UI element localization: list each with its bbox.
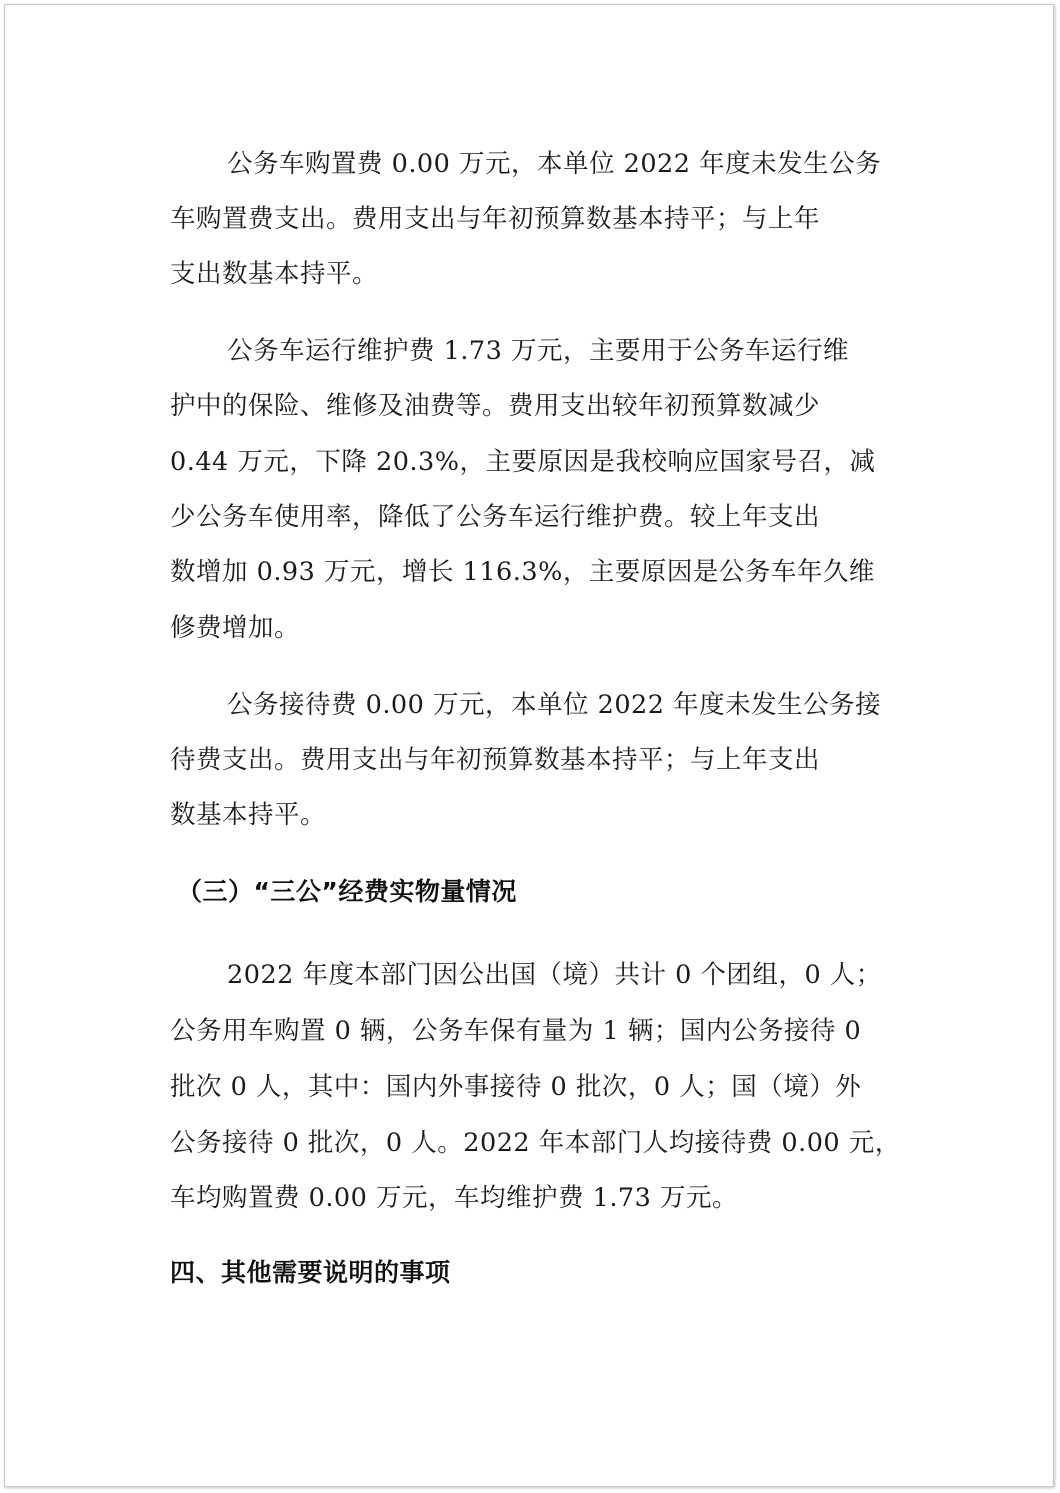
paragraph-line: 待费支出。费用支出与年初预算数基本持平；与上年支出 xyxy=(170,745,821,775)
section-heading: 四、其他需要说明的事项 xyxy=(170,1258,451,1287)
paragraph-line: 2022 年度本部门因公出国（境）共计 0 个团组，0 人； xyxy=(227,960,882,990)
paragraph-line: 公务车购置费 0.00 万元，本单位 2022 年度未发生公务 xyxy=(227,149,882,179)
paragraph-line: 少公务车使用率，降低了公务车运行维护费。较上年支出 xyxy=(170,502,821,532)
paragraph-line: 公务接待费 0.00 万元，本单位 2022 年度未发生公务接 xyxy=(227,690,882,720)
paragraph-line: 数增加 0.93 万元，增长 116.3%，主要原因是公务车年久维 xyxy=(170,557,875,587)
section-subheading: （三）“三公”经费实物量情况 xyxy=(177,877,517,906)
paragraph-line: 修费增加。 xyxy=(170,613,301,643)
paragraph-line: 车购置费支出。费用支出与年初预算数基本持平；与上年 xyxy=(170,204,821,234)
paragraph-line: 公务车运行维护费 1.73 万元，主要用于公务车运行维 xyxy=(227,336,849,366)
paragraph-line: 支出数基本持平。 xyxy=(170,259,379,289)
paragraph-line: 车均购置费 0.00 万元，车均维护费 1.73 万元。 xyxy=(170,1183,738,1213)
paragraph-line: 批次 0 人，其中：国内外事接待 0 批次，0 人；国（境）外 xyxy=(170,1072,862,1102)
paragraph-line: 公务用车购置 0 辆，公务车保有量为 1 辆；国内公务接待 0 xyxy=(170,1016,862,1046)
paragraph-line: 数基本持平。 xyxy=(170,800,327,830)
paragraph-line: 公务接待 0 批次，0 人。2022 年本部门人均接待费 0.00 元， xyxy=(170,1128,901,1158)
paragraph-line: 护中的保险、维修及油费等。费用支出较年初预算数减少 xyxy=(170,391,821,421)
document-page xyxy=(4,4,1054,1487)
paragraph-line: 0.44 万元，下降 20.3%，主要原因是我校响应国家号召，减 xyxy=(170,447,876,477)
